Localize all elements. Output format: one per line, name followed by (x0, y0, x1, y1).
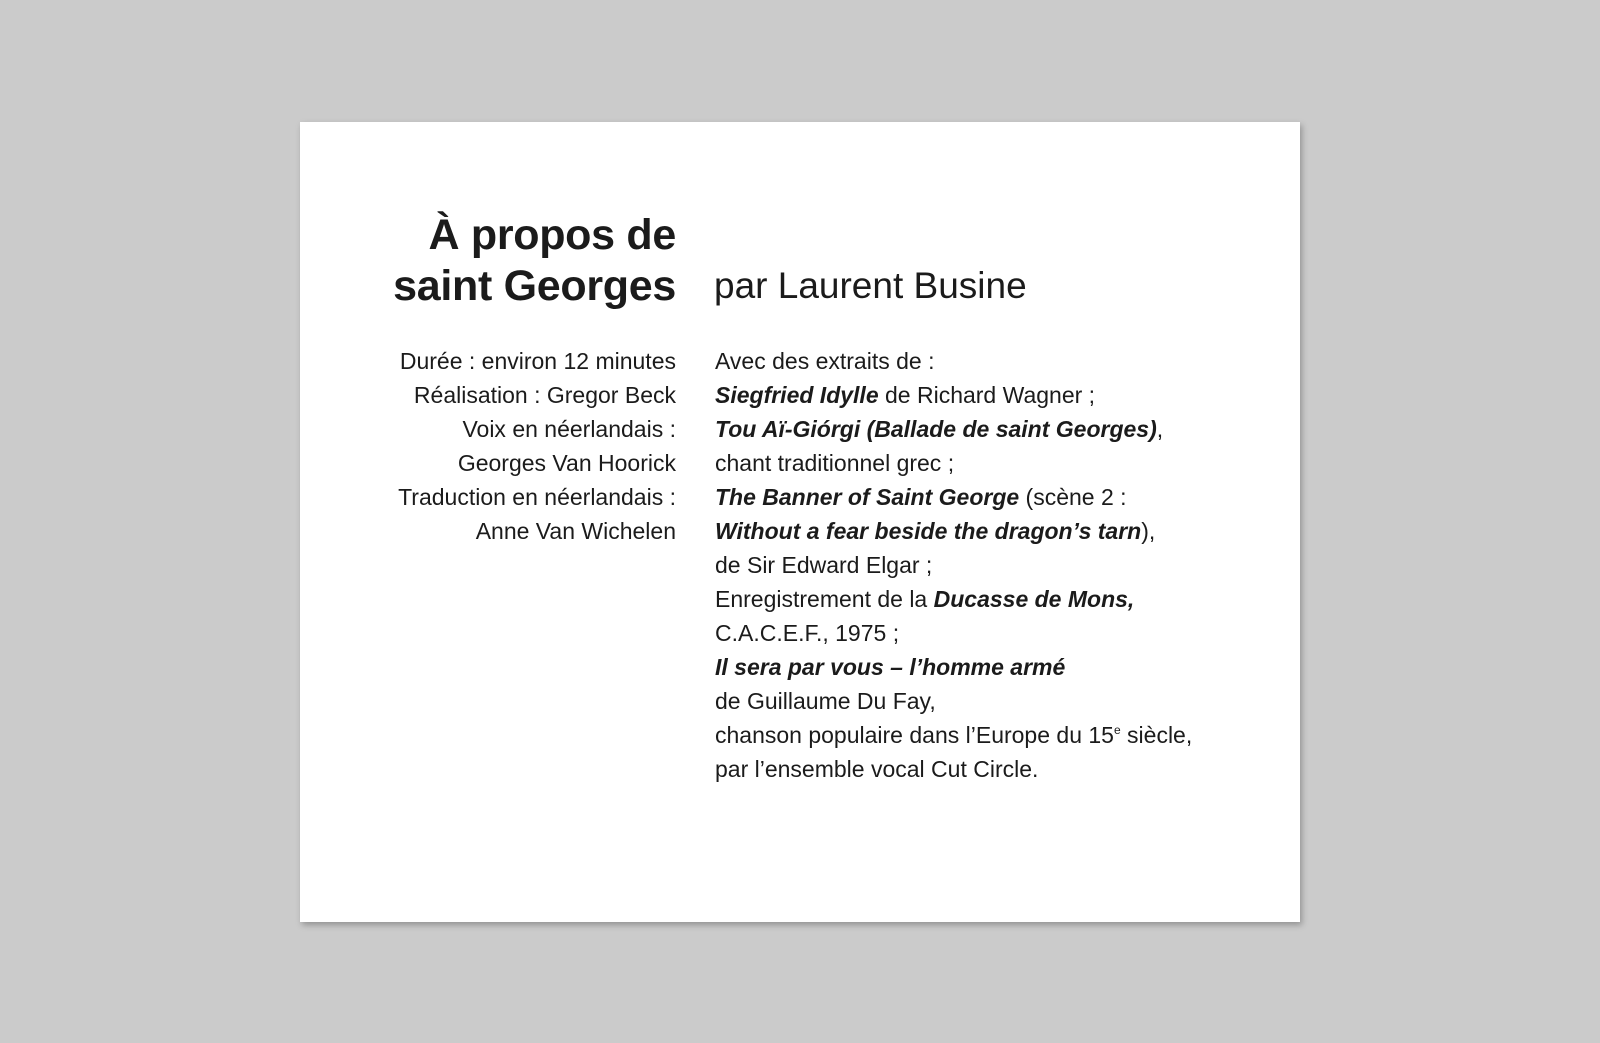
credits-list (316, 344, 676, 548)
excerpt-line (715, 480, 1275, 514)
excerpt-line: de Guillaume Du Fay, (715, 688, 936, 714)
work-title: Tou Aï-Giórgi (Ballade de saint Georges) (715, 416, 1157, 442)
credit-voice-name: Georges Van Hoorick (457, 450, 676, 476)
excerpt-line (715, 718, 1275, 752)
excerpt-text: chanson populaire dans l’Europe du 15 (715, 722, 1114, 748)
page-title (316, 210, 676, 312)
excerpt-text: (scène 2 : (1019, 484, 1127, 510)
title-line-1: À propos de (428, 211, 676, 259)
ordinal-superscript: e (1113, 723, 1121, 737)
work-title: The Banner of Saint George (715, 484, 1020, 510)
work-title: Without a fear beside the dragon’s tarn (715, 518, 1142, 544)
work-title: Il sera par vous – l’homme armé (715, 654, 1066, 680)
excerpts-text (715, 344, 1275, 786)
credit-translation-name: Anne Van Wichelen (475, 518, 676, 544)
work-title: Ducasse de Mons, (933, 586, 1135, 612)
author-byline: par Laurent Busine (714, 265, 1027, 306)
excerpt-text: siècle, (1120, 722, 1193, 748)
excerpt-line (715, 582, 1275, 616)
excerpt-line: par l’ensemble vocal Cut Circle. (715, 756, 1039, 782)
excerpts-intro: Avec des extraits de : (715, 348, 935, 374)
credit-translation-label: Traduction en néerlandais : (398, 484, 676, 510)
excerpt-text: de Richard Wagner ; (878, 382, 1096, 408)
work-title: Siegfried Idylle (715, 382, 879, 408)
credit-voice-label: Voix en néerlandais : (462, 416, 676, 442)
excerpt-line (715, 378, 1275, 412)
info-card (300, 122, 1300, 922)
excerpt-text: Enregistrement de la (715, 586, 934, 612)
title-line-2: saint Georges (393, 262, 676, 310)
excerpt-line (715, 412, 1275, 446)
excerpt-line: C.A.C.E.F., 1975 ; (715, 620, 900, 646)
excerpt-line: chant traditionnel grec ; (715, 450, 955, 476)
excerpt-text: ), (1141, 518, 1156, 544)
excerpt-line: de Sir Edward Elgar ; (715, 552, 933, 578)
credit-duration: Durée : environ 12 minutes (399, 348, 676, 374)
excerpt-line (715, 514, 1275, 548)
excerpt-text: , (1156, 416, 1164, 442)
credit-direction: Réalisation : Gregor Beck (413, 382, 676, 408)
